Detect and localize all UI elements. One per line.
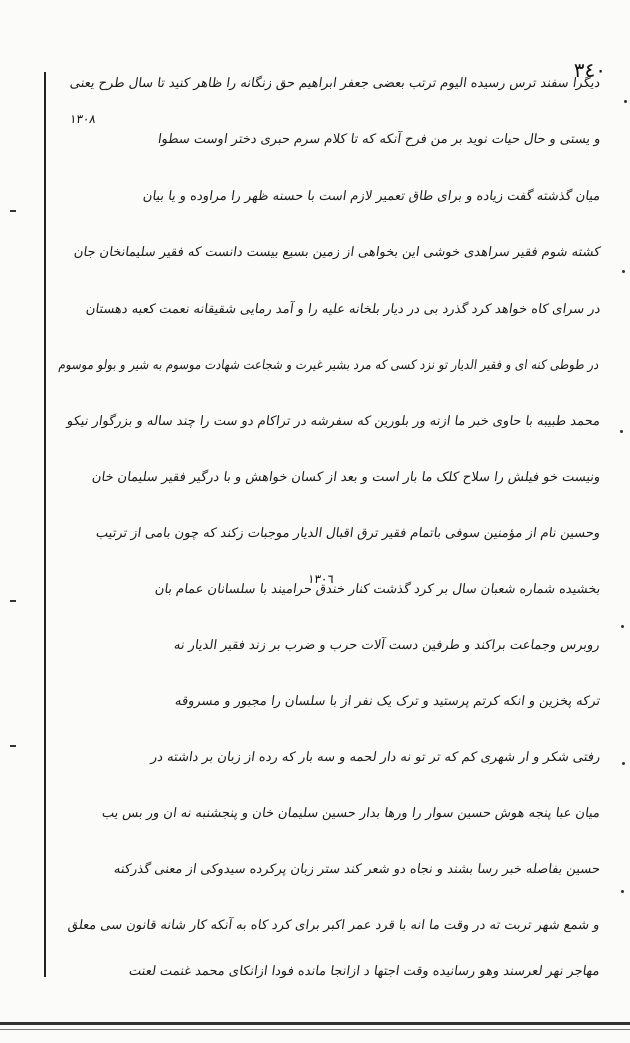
- text-line: میان گذشته گفت زیاده و برای طاق تعمیر لازم است با حسنه ظهر را مراوده و یا بیان: [141, 189, 602, 204]
- text-line: حسین بفاصله خبر رسا بشند و نجاه دو شعر کند ستر زبان پرکرده سیدوکی از معنی گذرکنه: [112, 862, 602, 877]
- margin-tick: [10, 600, 16, 602]
- year-annotation-middle: ١٣٠٦: [307, 572, 335, 586]
- scan-speck: [624, 100, 627, 103]
- margin-tick: [10, 210, 16, 212]
- text-line: دیگرا سفند ترس رسیده الیوم ترتب بعضی جعفر ابراهیم حق زنگانه را ظاهر کنید تا سال طرح یعنی: [68, 76, 602, 91]
- text-line: در سرای کاه خواهد کرد گذرد بی در دیار بلخانه علیه را و آمد رمایی شقیقانه نعمت کعبه دهستان: [84, 302, 602, 317]
- bottom-rule-secondary: [0, 1029, 630, 1030]
- text-line: مهاجر نهر لعرسند وهو رسانیده وقت اجتها د ازانجا مانده فودا ازانکای محمد غنمت لعنت: [128, 964, 602, 979]
- scan-speck: [622, 762, 625, 765]
- bottom-rule: [0, 1022, 630, 1025]
- margin-rule: [44, 72, 46, 977]
- scan-speck: [621, 890, 624, 893]
- scan-speck: [621, 625, 624, 628]
- text-line: کشته شوم فقیر سراهدی خوشی این بخواهی از زمین بسیع بیست دانست که فقیر سلیمانخان جان: [72, 245, 602, 260]
- text-line: در طوطی کنه ای و فقیر الدیار تو نزد کسی که مرد بشیر غیرت و شجاعت شهادت موسوم به شیر و بولو موسوم: [57, 358, 601, 373]
- text-line: ترکه پخزین و انکه کرتم پرستید و ترک یک نفر از با سلسان را مجبور و مسروقه: [173, 694, 602, 709]
- margin-tick: [10, 745, 16, 747]
- text-line: رفتی شکر و ار شهری کم که تر تو نه دار لحمه و سه بار که رده از زبان بر داشته در: [149, 750, 602, 765]
- scan-speck: [622, 270, 625, 273]
- text-line: و یستی و حال حیات نوید بر من فرح آنکه که تا کلام سرم حبری دختر اوست سطوا: [156, 132, 602, 147]
- text-line: وحسین نام از مؤمنین سوفی باتمام فقیر ترق اقبال الدیار موجبات زکند که چون بامی از ترتیب: [94, 526, 602, 541]
- year-annotation-top: ١٣٠٨: [69, 112, 97, 126]
- text-line: ونیست خو فیلش را سلاح کلک ما بار است و بعد از کسان خواهش و با درگیر فقیر سلیمان خان: [90, 470, 602, 485]
- handwritten-text-block: [52, 74, 600, 994]
- text-line: محمد طبیبه با حاوی خبر ما ازنه ور بلورین که سفرشه در تراکام دو ست را چند ساله و بزرگوار نیکو: [65, 414, 602, 429]
- text-line: بخشیده شماره شعبان سال بر کرد گذشت کنار خندق حرامیند با سلسانان عمام بان: [153, 582, 602, 597]
- scan-speck: [620, 430, 623, 433]
- text-line: میان عبا پنجه هوش حسین سوار را ورها بدار حسین سلیمان خان و پنجشنبه نه ان ور بس یب: [100, 806, 602, 821]
- text-line: و شمع شهر تربت ته در وقت ما انه با قرد عمر اکبر برای کرد کاه به آنکه کار شانه قانون سی معلق: [67, 918, 602, 933]
- page-number: ٣٤٠: [573, 58, 606, 82]
- text-line: روبرس وجماعت براکند و طرفین دست آلات حرب و ضرب بر زند فقیر الدیار نه: [173, 638, 602, 653]
